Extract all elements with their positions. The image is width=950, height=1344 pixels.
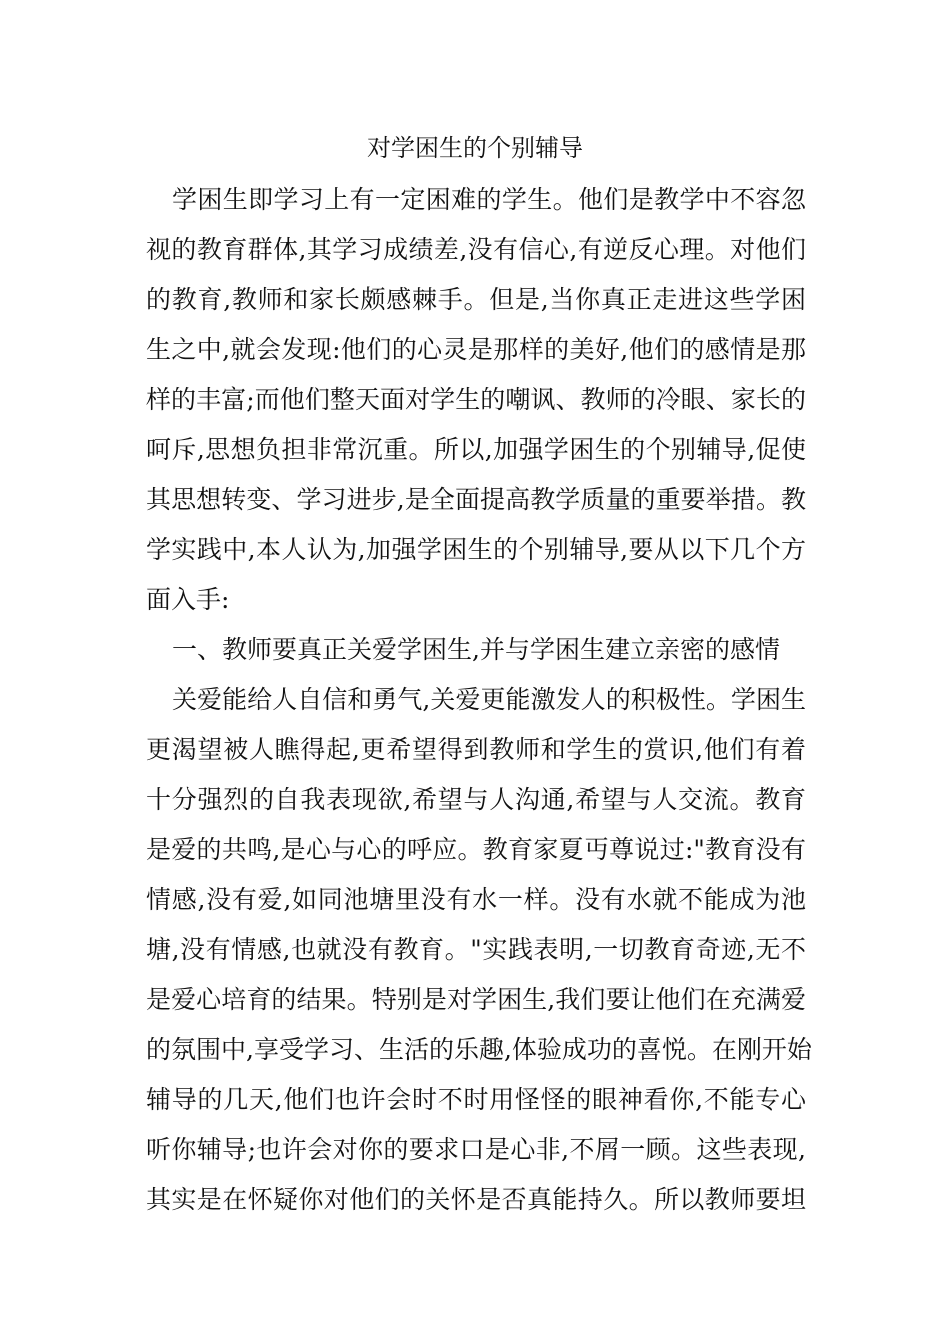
paragraph-line: 关爱能给人自信和勇气,关爱更能激发人的积极性。学困生: [172, 685, 806, 714]
paragraph-line: 样的丰富;而他们整天面对学生的嘲讽、教师的冷眼、家长的: [146, 385, 806, 414]
paragraph-line: 生之中,就会发现:他们的心灵是那样的美好,他们的感情是那: [146, 335, 806, 364]
paragraph-line: 十分强烈的自我表现欲,希望与人沟通,希望与人交流。教育: [146, 785, 806, 814]
paragraph-line: 学实践中,本人认为,加强学困生的个别辅导,要从以下几个方: [146, 535, 806, 564]
section-heading: 一、教师要真正关爱学困生,并与学困生建立亲密的感情: [172, 635, 780, 664]
paragraph-line: 更渴望被人瞧得起,更希望得到教师和学生的赏识,他们有着: [146, 735, 806, 764]
paragraph-line: 其思想转变、学习进步,是全面提高教学质量的重要举措。教: [146, 485, 806, 514]
paragraph-line: 情感,没有爱,如同池塘里没有水一样。没有水就不能成为池: [146, 885, 806, 914]
paragraph-line: 听你辅导;也许会对你的要求口是心非,不屑一顾。这些表现,: [146, 1135, 806, 1164]
paragraph-line: 呵斥,思想负担非常沉重。所以,加强学困生的个别辅导,促使: [146, 435, 806, 464]
paragraph-line: 的教育,教师和家长颇感棘手。但是,当你真正走进这些学困: [146, 285, 806, 314]
paragraph-line: 视的教育群体,其学习成绩差,没有信心,有逆反心理。对他们: [146, 235, 806, 264]
document-title: 对学困生的个别辅导: [367, 134, 583, 162]
paragraph-line: 是爱心培育的结果。特别是对学困生,我们要让他们在充满爱: [146, 985, 806, 1014]
paragraph-line: 塘,没有情感,也就没有教育。"实践表明,一切教育奇迹,无不: [146, 935, 806, 964]
paragraph-line: 其实是在怀疑你对他们的关怀是否真能持久。所以教师要坦: [146, 1185, 806, 1214]
paragraph-line: 面入手:: [146, 585, 230, 614]
paragraph-line: 辅导的几天,他们也许会时不时用怪怪的眼神看你,不能专心: [146, 1085, 806, 1114]
paragraph-line: 学困生即学习上有一定困难的学生。他们是教学中不容忽: [172, 185, 806, 214]
paragraph-line: 的氛围中,享受学习、生活的乐趣,体验成功的喜悦。在刚开始: [146, 1035, 812, 1064]
paragraph-line: 是爱的共鸣,是心与心的呼应。教育家夏丏尊说过:"教育没有: [146, 835, 806, 864]
